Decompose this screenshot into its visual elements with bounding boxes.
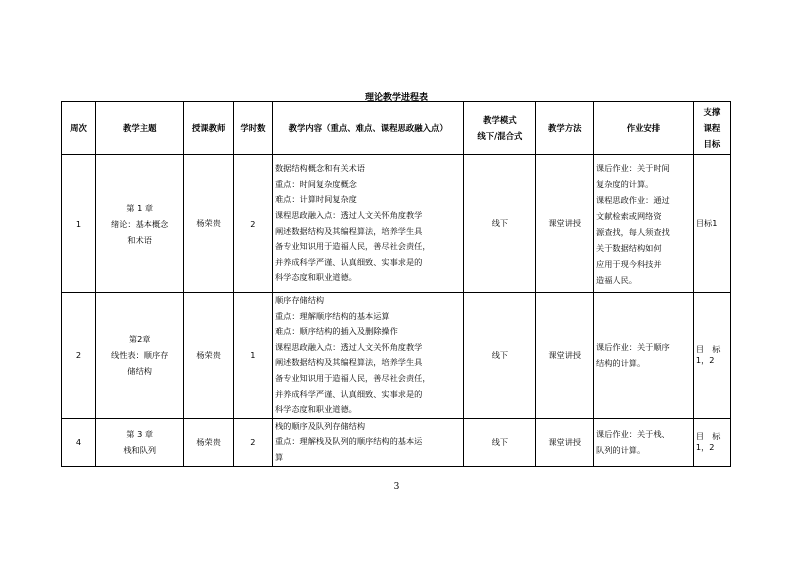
header-content: 教学内容（重点、难点、课程思政融入点） bbox=[272, 102, 463, 155]
homework-line: 造福人民。 bbox=[596, 274, 637, 285]
cell-mode: 线下 bbox=[464, 155, 536, 293]
cell-teacher: 杨荣贵 bbox=[184, 418, 233, 466]
cell-hours: 1 bbox=[233, 293, 272, 419]
cell-week: 1 bbox=[62, 155, 96, 293]
cell-method: 课堂讲授 bbox=[536, 418, 594, 466]
cell-topic bbox=[95, 293, 184, 419]
content-line: 阐述数据结构及其编程算法，培养学生具 bbox=[274, 225, 423, 236]
header-method: 教学方法 bbox=[536, 102, 594, 155]
header-topic: 教学主题 bbox=[95, 102, 184, 155]
homework-line: 文献检索或网络资 bbox=[596, 210, 662, 221]
content-line: 备专业知识用于造福人民，善尽社会责任， bbox=[274, 372, 431, 383]
content-line: 难点：顺序结构的插入及删除操作 bbox=[274, 326, 398, 337]
homework-line: 课程思政作业：通过 bbox=[596, 194, 670, 205]
content-line: 阐述数据结构及其编程算法，培养学生具 bbox=[274, 357, 423, 368]
topic-line: 第 3 章 bbox=[126, 429, 154, 440]
topic-line: 储结构 bbox=[127, 366, 152, 377]
header-goal-line3: 目标 bbox=[703, 139, 721, 149]
header-goal-line2: 课程 bbox=[703, 123, 721, 133]
homework-line: 队列的计算。 bbox=[596, 445, 646, 456]
homework-line: 课后作业：关于顺序 bbox=[596, 342, 670, 353]
homework-line: 关于数据结构如何 bbox=[596, 242, 662, 253]
header-goal bbox=[693, 102, 730, 155]
content-line: 课程思政融入点：透过人文关怀角度教学 bbox=[274, 209, 423, 220]
content-line: 重点：理解栈及队列的顺序结构的基本运 bbox=[274, 436, 423, 447]
table-row bbox=[62, 293, 731, 419]
header-hours: 学时数 bbox=[233, 102, 272, 155]
header-teacher: 授课教师 bbox=[184, 102, 233, 155]
cell-teacher: 杨荣贵 bbox=[184, 155, 233, 293]
content-line: 重点：理解顺序结构的基本运算 bbox=[274, 310, 390, 321]
cell-goal bbox=[693, 293, 730, 419]
cell-week: 2 bbox=[62, 293, 96, 419]
content-line: 科学态度和职业道德。 bbox=[274, 404, 357, 415]
content-line: 课程思政融入点：透过人文关怀角度教学 bbox=[274, 341, 423, 352]
cell-content bbox=[272, 155, 463, 293]
homework-line: 应用于现今科技并 bbox=[596, 258, 662, 269]
content-line: 科学态度和职业道德。 bbox=[274, 272, 357, 283]
content-line: 并养成科学严谨、认真细致、实事求是的 bbox=[274, 388, 423, 399]
page-number: 3 bbox=[393, 482, 400, 492]
homework-line: 课后作业：关于栈、 bbox=[596, 429, 670, 440]
cell-content bbox=[272, 418, 463, 466]
homework-line: 复杂度的计算。 bbox=[596, 178, 654, 189]
topic-line: 绪论：基本概念 bbox=[111, 218, 169, 229]
topic-line: 第2章 bbox=[128, 334, 151, 345]
content-line: 数据结构概念和有关术语 bbox=[274, 163, 366, 174]
header-mode-line1: 教学模式 bbox=[483, 115, 517, 125]
content-line: 栈的顺序及队列存储结构 bbox=[274, 420, 366, 431]
cell-mode: 线下 bbox=[464, 293, 536, 419]
header-mode bbox=[464, 102, 536, 155]
header-week: 周次 bbox=[62, 102, 96, 155]
table-row bbox=[62, 155, 731, 293]
cell-goal bbox=[693, 155, 730, 293]
header-row bbox=[62, 102, 731, 155]
cell-topic bbox=[95, 155, 184, 293]
content-line: 并养成科学严谨、认真细致、实事求是的 bbox=[274, 256, 423, 267]
content-line: 顺序存储结构 bbox=[274, 295, 325, 305]
goal-line: 目 标 bbox=[695, 431, 721, 442]
goal-line: 目 标 bbox=[695, 344, 721, 355]
goal-line: 目标1 bbox=[695, 218, 718, 228]
cell-teacher: 杨荣贵 bbox=[184, 293, 233, 419]
goal-line: 1，2 bbox=[695, 442, 715, 453]
cell-hours: 2 bbox=[233, 418, 272, 466]
header-homework: 作业安排 bbox=[594, 102, 694, 155]
table-title: 理论教学进程表 bbox=[364, 93, 428, 103]
cell-week: 4 bbox=[62, 418, 96, 466]
topic-line: 和术语 bbox=[127, 234, 152, 245]
homework-line: 源查找，每人须查找 bbox=[596, 226, 670, 237]
topic-line: 线性表：顺序存 bbox=[111, 350, 169, 361]
cell-homework bbox=[594, 155, 694, 293]
cell-method: 课堂讲授 bbox=[536, 293, 594, 419]
table-row bbox=[62, 418, 731, 466]
cell-topic bbox=[95, 418, 184, 466]
header-mode-line2: 线下/混合式 bbox=[477, 131, 523, 141]
cell-homework bbox=[594, 293, 694, 419]
content-line: 难点：计算时间复杂度 bbox=[274, 194, 357, 205]
content-line: 备专业知识用于造福人民，善尽社会责任， bbox=[274, 241, 431, 252]
cell-homework bbox=[594, 418, 694, 466]
homework-line: 课后作业：关于时间 bbox=[596, 162, 670, 173]
goal-line: 1，2 bbox=[695, 355, 715, 366]
cell-mode: 线下 bbox=[464, 418, 536, 466]
teaching-schedule-table bbox=[61, 101, 731, 467]
topic-line: 第 1 章 bbox=[126, 202, 154, 213]
cell-goal bbox=[693, 418, 730, 466]
cell-content bbox=[272, 293, 463, 419]
topic-line: 栈和队列 bbox=[123, 445, 157, 456]
cell-method: 课堂讲授 bbox=[536, 155, 594, 293]
cell-hours: 2 bbox=[233, 155, 272, 293]
homework-line: 结构的计算。 bbox=[596, 358, 646, 369]
header-goal-line1: 支撑 bbox=[703, 107, 721, 117]
content-line: 重点：时间复杂度概念 bbox=[274, 178, 357, 189]
content-line: 算 bbox=[274, 451, 284, 462]
